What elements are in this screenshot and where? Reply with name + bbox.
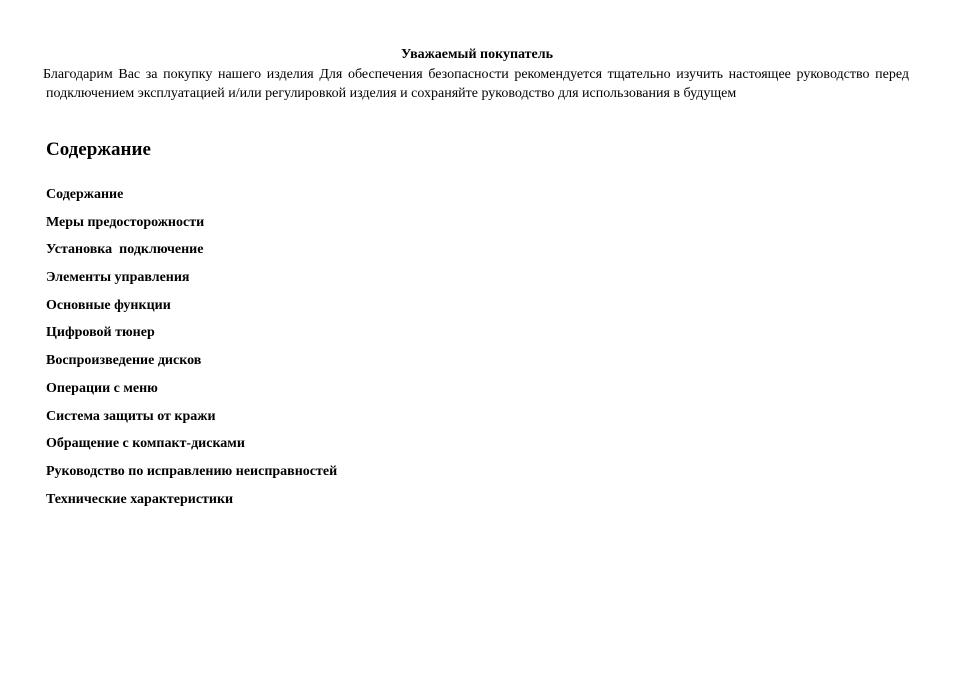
greeting-title: Уважаемый покупатель xyxy=(400,47,554,62)
intro-paragraph: Благодарим Вас за покупку нашего изделия Для обеспечения безопасности рекомендуется тщательно изучить настоящее руководство перед подключением эксплуатацией и/или регулировкой изделия и сохраняйте руководство для использования в будущем xyxy=(43,67,909,101)
toc-item: Содержание xyxy=(46,187,124,202)
toc-item: Основные функции xyxy=(46,297,171,313)
toc-item: Технические характеристики xyxy=(46,491,234,507)
toc-item: Руководство по исправлению неисправностей xyxy=(46,463,338,479)
toc-item: Цифровой тюнер xyxy=(46,325,155,341)
toc-item: Обращение с компакт-дисками xyxy=(46,436,245,452)
toc-item: Воспроизведение дисков xyxy=(46,353,202,369)
toc-item: Операции с меню xyxy=(46,380,158,396)
table-of-contents xyxy=(46,186,337,518)
toc-item: Меры предосторожности xyxy=(46,214,205,230)
toc-item: Элементы управления xyxy=(46,270,190,286)
toc-heading: Содержание xyxy=(46,139,151,160)
toc-item: Система защиты от кражи xyxy=(46,408,216,424)
toc-item: Установка подключение xyxy=(46,242,204,258)
